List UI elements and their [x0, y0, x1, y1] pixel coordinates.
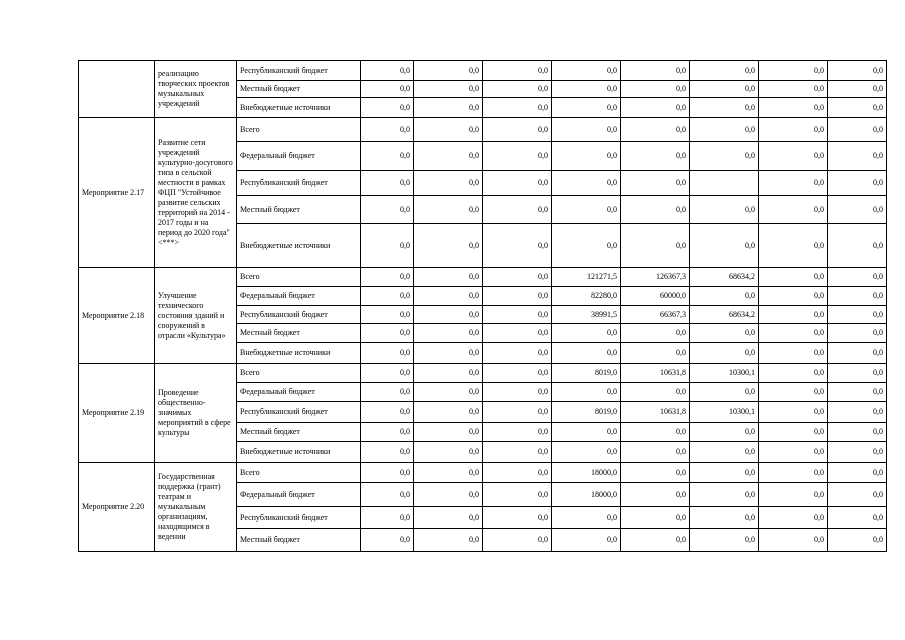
amount-cell: 0,0 [414, 423, 483, 442]
amount-cell: 0,0 [414, 529, 483, 552]
amount-cell: 0,0 [759, 383, 828, 402]
amount-cell: 0,0 [759, 268, 828, 287]
amount-cell: 0,0 [828, 61, 887, 81]
amount-cell: 0,0 [483, 268, 552, 287]
amount-cell: 0,0 [759, 324, 828, 343]
amount-cell: 0,0 [361, 529, 414, 552]
amount-cell: 0,0 [361, 343, 414, 364]
funding-source: Республиканский бюджет [237, 507, 361, 529]
funding-source: Федеральный бюджет [237, 287, 361, 306]
funding-source: Внебюджетные источники [237, 442, 361, 463]
measure-code: Мероприятие 2.18 [79, 268, 155, 364]
amount-cell: 0,0 [552, 171, 621, 196]
amount-cell: 0,0 [690, 529, 759, 552]
amount-cell: 0,0 [690, 81, 759, 98]
amount-cell: 0,0 [414, 171, 483, 196]
amount-cell: 0,0 [828, 196, 887, 224]
amount-cell: 0,0 [552, 423, 621, 442]
amount-cell: 0,0 [690, 463, 759, 483]
amount-cell: 0,0 [414, 463, 483, 483]
funding-source: Внебюджетные источники [237, 343, 361, 364]
amount-cell: 0,0 [361, 287, 414, 306]
amount-cell: 0,0 [414, 81, 483, 98]
amount-cell: 0,0 [621, 81, 690, 98]
amount-cell: 0,0 [361, 423, 414, 442]
amount-cell: 0,0 [483, 402, 552, 423]
amount-cell: 0,0 [828, 118, 887, 142]
amount-cell: 0,0 [759, 529, 828, 552]
amount-cell: 0,0 [690, 118, 759, 142]
amount-cell: 0,0 [483, 142, 552, 171]
amount-cell: 0,0 [552, 224, 621, 268]
amount-cell: 68634,2 [690, 306, 759, 324]
amount-cell: 0,0 [552, 61, 621, 81]
amount-cell: 0,0 [828, 364, 887, 383]
amount-cell: 0,0 [828, 268, 887, 287]
amount-cell: 0,0 [759, 402, 828, 423]
amount-cell: 0,0 [690, 196, 759, 224]
amount-cell: 0,0 [552, 196, 621, 224]
amount-cell: 0,0 [552, 118, 621, 142]
amount-cell: 0,0 [361, 98, 414, 118]
amount-cell: 0,0 [621, 196, 690, 224]
amount-cell: 0,0 [483, 287, 552, 306]
funding-source: Внебюджетные источники [237, 224, 361, 268]
funding-source: Республиканский бюджет [237, 306, 361, 324]
amount-cell: 0,0 [759, 423, 828, 442]
amount-cell: 0,0 [414, 324, 483, 343]
funding-source: Местный бюджет [237, 529, 361, 552]
amount-cell: 0,0 [483, 343, 552, 364]
measure-name: Государственная поддержка (грант) театрам и музыкальным организациям, находящимся в ведении [155, 463, 237, 552]
amount-cell: 0,0 [552, 81, 621, 98]
funding-source: Местный бюджет [237, 423, 361, 442]
table-row [79, 268, 887, 287]
measure-code: Мероприятие 2.20 [79, 463, 155, 552]
amount-cell: 0,0 [361, 61, 414, 81]
amount-cell: 0,0 [483, 383, 552, 402]
amount-cell: 0,0 [621, 343, 690, 364]
amount-cell: 0,0 [483, 324, 552, 343]
measure-name: Проведение общественно-значимых мероприятий в сфере культуры [155, 364, 237, 463]
amount-cell: 0,0 [361, 81, 414, 98]
amount-cell: 0,0 [361, 268, 414, 287]
funding-source: Федеральный бюджет [237, 142, 361, 171]
amount-cell: 0,0 [690, 343, 759, 364]
amount-cell: 0,0 [621, 463, 690, 483]
table-row [79, 61, 887, 81]
amount-cell: 0,0 [621, 442, 690, 463]
amount-cell: 0,0 [552, 142, 621, 171]
amount-cell: 0,0 [361, 463, 414, 483]
funding-source: Федеральный бюджет [237, 383, 361, 402]
amount-cell: 0,0 [483, 81, 552, 98]
amount-cell: 0,0 [414, 287, 483, 306]
amount-cell: 0,0 [414, 483, 483, 507]
amount-cell: 0,0 [759, 98, 828, 118]
budget-table [78, 60, 887, 552]
funding-source: Всего [237, 463, 361, 483]
amount-cell: 0,0 [759, 287, 828, 306]
amount-cell: 0,0 [414, 306, 483, 324]
amount-cell: 0,0 [828, 423, 887, 442]
table-row [79, 463, 887, 483]
amount-cell: 0,0 [828, 306, 887, 324]
amount-cell: 0,0 [621, 529, 690, 552]
amount-cell: 0,0 [552, 383, 621, 402]
amount-cell: 0,0 [690, 423, 759, 442]
amount-cell: 0,0 [361, 171, 414, 196]
amount-cell: 0,0 [483, 224, 552, 268]
amount-cell: 0,0 [414, 118, 483, 142]
amount-cell: 0,0 [621, 61, 690, 81]
measure-code: Мероприятие 2.17 [79, 118, 155, 268]
amount-cell: 0,0 [414, 142, 483, 171]
funding-source: Федеральный бюджет [237, 483, 361, 507]
amount-cell: 0,0 [483, 196, 552, 224]
amount-cell: 0,0 [828, 529, 887, 552]
amount-cell: 0,0 [483, 423, 552, 442]
amount-cell: 0,0 [483, 171, 552, 196]
amount-cell: 0,0 [361, 402, 414, 423]
amount-cell: 8019,0 [552, 364, 621, 383]
amount-cell: 0,0 [361, 118, 414, 142]
measure-name: Развитие сети учреждений культурно-досугового типа в сельской местности в рамках ФЦП "Устойчивое развитие сельских территорий на 2014 - 2017 годы и на период до 2020 года" <***> [155, 118, 237, 268]
measure-name: реализацию творческих проектов музыкальных учреждений [155, 61, 237, 118]
amount-cell: 0,0 [483, 364, 552, 383]
amount-cell: 68634,2 [690, 268, 759, 287]
amount-cell: 0,0 [483, 98, 552, 118]
funding-source: Всего [237, 268, 361, 287]
amount-cell: 0,0 [361, 364, 414, 383]
table-row [79, 118, 887, 142]
amount-cell: 0,0 [361, 196, 414, 224]
amount-cell: 0,0 [759, 61, 828, 81]
amount-cell: 0,0 [621, 118, 690, 142]
amount-cell: 0,0 [552, 343, 621, 364]
amount-cell: 66367,3 [621, 306, 690, 324]
amount-cell: 0,0 [621, 483, 690, 507]
amount-cell: 0,0 [828, 224, 887, 268]
amount-cell: 0,0 [483, 442, 552, 463]
amount-cell: 8019,0 [552, 402, 621, 423]
amount-cell: 0,0 [552, 507, 621, 529]
amount-cell: 0,0 [552, 529, 621, 552]
amount-cell: 0,0 [690, 224, 759, 268]
amount-cell: 0,0 [621, 423, 690, 442]
amount-cell: 0,0 [552, 442, 621, 463]
measure-name: Улучшение технического состояния зданий и сооружений в отрасли «Культура» [155, 268, 237, 364]
measure-code [79, 61, 155, 118]
amount-cell: 0,0 [483, 306, 552, 324]
amount-cell: 0,0 [361, 142, 414, 171]
amount-cell: 0,0 [621, 142, 690, 171]
amount-cell: 126367,3 [621, 268, 690, 287]
amount-cell: 0,0 [690, 287, 759, 306]
amount-cell: 0,0 [414, 402, 483, 423]
amount-cell: 10631,8 [621, 402, 690, 423]
amount-cell: 0,0 [690, 507, 759, 529]
amount-cell: 0,0 [828, 287, 887, 306]
funding-source: Местный бюджет [237, 81, 361, 98]
funding-source: Республиканский бюджет [237, 402, 361, 423]
amount-cell: 0,0 [759, 224, 828, 268]
amount-cell: 0,0 [621, 171, 690, 196]
amount-cell: 121271,5 [552, 268, 621, 287]
table-row [79, 364, 887, 383]
amount-cell: 0,0 [621, 324, 690, 343]
amount-cell: 0,0 [414, 98, 483, 118]
funding-source: Внебюджетные источники [237, 98, 361, 118]
amount-cell: 0,0 [361, 383, 414, 402]
amount-cell: 0,0 [414, 343, 483, 364]
amount-cell: 0,0 [414, 507, 483, 529]
amount-cell: 0,0 [759, 142, 828, 171]
amount-cell: 0,0 [483, 529, 552, 552]
amount-cell: 18000,0 [552, 483, 621, 507]
amount-cell: 0,0 [759, 463, 828, 483]
amount-cell: 0,0 [759, 196, 828, 224]
amount-cell: 0,0 [828, 98, 887, 118]
amount-cell: 0,0 [759, 81, 828, 98]
amount-cell: 0,0 [690, 98, 759, 118]
amount-cell: 0,0 [759, 306, 828, 324]
amount-cell: 0,0 [414, 364, 483, 383]
amount-cell: 0,0 [828, 324, 887, 343]
amount-cell: 0,0 [621, 507, 690, 529]
amount-cell: 0,0 [483, 61, 552, 81]
amount-cell: 10631,8 [621, 364, 690, 383]
amount-cell: 0,0 [759, 118, 828, 142]
amount-cell: 0,0 [759, 343, 828, 364]
amount-cell: 0,0 [414, 196, 483, 224]
amount-cell: 0,0 [828, 483, 887, 507]
amount-cell: 0,0 [552, 98, 621, 118]
amount-cell: 0,0 [621, 98, 690, 118]
funding-source: Республиканский бюджет [237, 171, 361, 196]
amount-cell: 0,0 [828, 81, 887, 98]
funding-source: Местный бюджет [237, 324, 361, 343]
amount-cell: 38991,5 [552, 306, 621, 324]
amount-cell: 0,0 [690, 383, 759, 402]
amount-cell: 10300,1 [690, 402, 759, 423]
amount-cell: 60000,0 [621, 287, 690, 306]
amount-cell: 0,0 [361, 442, 414, 463]
amount-cell: 0,0 [690, 442, 759, 463]
amount-cell: 0,0 [414, 268, 483, 287]
amount-cell: 0,0 [483, 483, 552, 507]
amount-cell: 0,0 [690, 324, 759, 343]
amount-cell: 0,0 [828, 383, 887, 402]
amount-cell: 0,0 [828, 463, 887, 483]
amount-cell: 0,0 [361, 224, 414, 268]
amount-cell: 18000,0 [552, 463, 621, 483]
amount-cell: 0,0 [361, 507, 414, 529]
amount-cell: 0,0 [483, 463, 552, 483]
table-body [79, 61, 887, 552]
funding-source: Всего [237, 118, 361, 142]
amount-cell: 0,0 [552, 324, 621, 343]
amount-cell: 0,0 [414, 442, 483, 463]
amount-cell: 0,0 [828, 142, 887, 171]
amount-cell: 0,0 [690, 61, 759, 81]
amount-cell: 0,0 [414, 383, 483, 402]
amount-cell: 0,0 [414, 61, 483, 81]
amount-cell [690, 171, 759, 196]
amount-cell: 0,0 [759, 507, 828, 529]
amount-cell: 0,0 [759, 442, 828, 463]
amount-cell: 0,0 [361, 306, 414, 324]
amount-cell: 0,0 [759, 364, 828, 383]
amount-cell: 0,0 [828, 507, 887, 529]
amount-cell: 82280,0 [552, 287, 621, 306]
amount-cell: 0,0 [621, 224, 690, 268]
amount-cell: 0,0 [483, 507, 552, 529]
funding-source: Местный бюджет [237, 196, 361, 224]
amount-cell: 0,0 [828, 171, 887, 196]
amount-cell: 0,0 [361, 483, 414, 507]
amount-cell: 0,0 [828, 402, 887, 423]
amount-cell: 0,0 [361, 324, 414, 343]
amount-cell: 0,0 [759, 171, 828, 196]
funding-source: Республиканский бюджет [237, 61, 361, 81]
amount-cell: 0,0 [621, 383, 690, 402]
amount-cell: 0,0 [828, 343, 887, 364]
funding-source: Всего [237, 364, 361, 383]
amount-cell: 0,0 [483, 118, 552, 142]
amount-cell: 0,0 [828, 442, 887, 463]
amount-cell: 0,0 [690, 483, 759, 507]
amount-cell: 10300,1 [690, 364, 759, 383]
measure-code: Мероприятие 2.19 [79, 364, 155, 463]
amount-cell: 0,0 [759, 483, 828, 507]
amount-cell: 0,0 [414, 224, 483, 268]
amount-cell: 0,0 [690, 142, 759, 171]
